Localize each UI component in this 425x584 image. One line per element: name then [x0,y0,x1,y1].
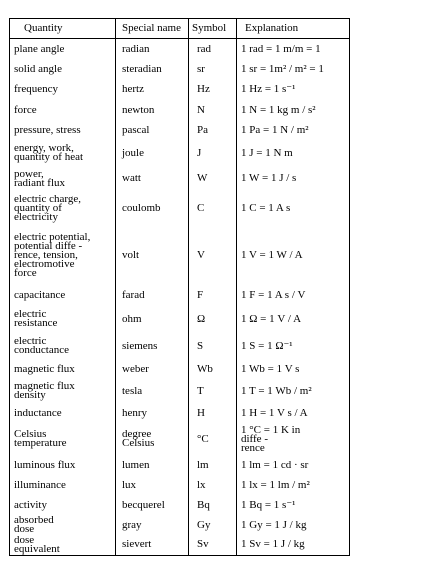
special-name-cell [116,306,189,333]
special-name-cell [116,100,189,121]
quantity-cell [10,516,116,535]
explanation-cell-text: 1 lm = 1 cd · sr [241,458,309,471]
explanation-cell [237,121,350,140]
explanation-cell [237,306,350,333]
quantity-cell-text: magnetic flux density [14,380,75,401]
symbol-cell [189,286,237,306]
quantity-cell [10,167,116,191]
special-name-cell [116,476,189,496]
symbol-cell-text: W [197,172,208,184]
explanation-cell-text: 1 W = 1 J / s [241,172,297,184]
symbol-cell-text: Wb [197,363,213,375]
table-row [10,333,350,360]
quantity-cell [10,121,116,140]
symbol-cell-text: Sv [197,538,209,551]
explanation-cell [237,380,350,403]
symbol-cell [189,60,237,80]
special-name-cell-text: becquerel [122,499,165,511]
special-name-cell [116,516,189,535]
symbol-cell-text: T [197,384,204,397]
table-row [10,476,350,496]
quantity-cell [10,360,116,380]
symbol-cell [189,424,237,455]
special-name-cell-text: hertz [122,83,144,95]
header-special-name: Special name [116,19,189,39]
special-name-cell-text: siemens [122,339,158,352]
explanation-cell [237,100,350,121]
quantity-cell [10,403,116,424]
special-name-cell-text: steradian [122,63,162,75]
quantity-cell [10,380,116,403]
explanation-cell-text: 1 Gy = 1 J / kg [241,518,307,531]
special-name-cell-text: radian [122,42,150,55]
quantity-cell [10,39,116,60]
quantity-cell-text: electric charge, quantity of electricity [14,192,81,223]
explanation-cell-text: 1 Sv = 1 J / kg [241,538,305,551]
symbol-cell [189,535,237,556]
explanation-cell-text: 1 Wb = 1 V s [241,363,300,375]
quantity-cell-text: electric conductance [14,335,69,356]
si-derived-units-table [9,18,350,556]
quantity-cell-text: solid angle [14,63,62,75]
special-name-cell [116,286,189,306]
symbol-cell [189,455,237,476]
explanation-cell [237,80,350,100]
quantity-cell [10,476,116,496]
special-name-cell-text: ohm [122,312,142,325]
explanation-cell [237,535,350,556]
quantity-cell [10,286,116,306]
explanation-cell-text: 1 °C = 1 K in diffe - rence [241,423,301,454]
explanation-cell [237,167,350,191]
quantity-cell-text: energy, work, quantity of heat [14,142,84,163]
quantity-cell-text: pressure, stress [14,123,81,136]
quantity-cell [10,496,116,516]
symbol-cell-text: lx [197,479,206,491]
special-name-cell-text: lumen [122,458,150,471]
table-row [10,39,350,60]
explanation-cell-text: 1 C = 1 A s [241,201,291,214]
quantity-cell-text: inductance [14,406,62,419]
special-name-cell-text: pascal [122,123,150,136]
table-row [10,286,350,306]
table-row [10,191,350,226]
quantity-cell-text: capacitance [14,289,66,301]
special-name-cell [116,121,189,140]
symbol-cell-text: Ω [197,312,206,325]
explanation-cell [237,424,350,455]
explanation-cell-text: 1 Ω = 1 V / A [241,312,302,325]
symbol-cell [189,333,237,360]
table-row [10,516,350,535]
quantity-cell-text: luminous flux [14,458,76,471]
symbol-cell-text: Pa [197,123,208,136]
quantity-cell [10,306,116,333]
symbol-cell [189,360,237,380]
explanation-cell [237,455,350,476]
special-name-cell [116,39,189,60]
special-name-cell [116,424,189,455]
quantity-cell [10,535,116,556]
quantity-cell [10,100,116,121]
explanation-cell-text: 1 J = 1 N m [241,146,293,159]
explanation-cell-text: 1 lx = 1 lm / m² [241,479,310,491]
symbol-cell [189,100,237,121]
quantity-cell-text: electric potential, potential diffe - rence, tension, electromotive force [14,231,91,279]
quantity-cell-text: absorbed dose [14,514,54,535]
special-name-cell-text: tesla [122,384,143,397]
special-name-cell-text: lux [122,479,137,491]
explanation-cell-text: 1 H = 1 V s / A [241,406,308,419]
symbol-cell-text: J [197,146,202,159]
special-name-cell [116,60,189,80]
table-body [10,39,350,556]
special-name-cell [116,535,189,556]
explanation-cell-text: 1 S = 1 Ω⁻¹ [241,339,293,352]
explanation-cell [237,60,350,80]
special-name-cell [116,455,189,476]
explanation-cell [237,403,350,424]
explanation-cell-text: 1 sr = 1m² / m² = 1 [241,63,324,75]
explanation-cell [237,476,350,496]
header-symbol: Symbol [189,19,237,39]
quantity-cell-text: illuminance [14,479,66,491]
special-name-cell-text: weber [122,363,149,375]
special-name-cell-text: gray [122,518,142,531]
explanation-cell [237,191,350,226]
quantity-cell [10,191,116,226]
explanation-cell-text: 1 rad = 1 m/m = 1 [241,42,321,55]
header-explanation: Explanation [237,19,350,39]
explanation-cell [237,39,350,60]
explanation-cell-text: 1 T = 1 Wb / m² [241,384,312,397]
explanation-cell [237,286,350,306]
symbol-cell-text: H [197,406,205,419]
special-name-cell [116,226,189,286]
special-name-cell-text: coulomb [122,201,161,214]
symbol-cell [189,191,237,226]
special-name-cell-text: joule [122,146,144,159]
special-name-cell-text: sievert [122,538,152,551]
table-row [10,226,350,286]
special-name-cell [116,140,189,167]
symbol-cell-text: Bq [197,499,210,511]
quantity-cell [10,424,116,455]
explanation-cell [237,333,350,360]
symbol-cell [189,306,237,333]
symbol-cell [189,516,237,535]
explanation-cell-text: 1 N = 1 kg m / s² [241,103,316,116]
explanation-cell [237,360,350,380]
quantity-cell-text: power, radiant flux [14,167,66,189]
table-row [10,306,350,333]
symbol-cell-text: N [197,103,205,116]
quantity-cell [10,226,116,286]
quantity-cell-text: frequency [14,83,58,95]
table-row [10,380,350,403]
special-name-cell-text: farad [122,289,145,301]
symbol-cell-text: lm [197,458,209,471]
symbol-cell [189,496,237,516]
symbol-cell [189,121,237,140]
table-header [10,19,350,39]
symbol-cell [189,167,237,191]
quantity-cell [10,455,116,476]
symbol-cell [189,140,237,167]
table-row [10,424,350,455]
table-row [10,167,350,191]
symbol-cell-text: Gy [197,518,211,531]
symbol-cell-text: V [197,249,205,261]
quantity-cell-text: dose equivalent [14,533,60,555]
quantity-cell-text: Celsius temperature [14,428,67,449]
quantity-cell-text: activity [14,499,47,511]
table-row [10,535,350,556]
table-row [10,455,350,476]
quantity-cell [10,333,116,360]
symbol-cell-text: sr [197,63,205,75]
special-name-cell [116,496,189,516]
explanation-cell [237,496,350,516]
special-name-cell [116,333,189,360]
header-quantity: Quantity [10,19,116,39]
table-row [10,121,350,140]
symbol-cell-text: rad [197,42,212,55]
special-name-cell-text: volt [122,249,140,261]
table-row [10,496,350,516]
table-row [10,80,350,100]
special-name-cell-text: newton [122,103,155,116]
special-name-cell [116,403,189,424]
explanation-cell-text: 1 V = 1 W / A [241,249,303,261]
table-row [10,140,350,167]
table-row [10,100,350,121]
explanation-cell-text: 1 Hz = 1 s⁻¹ [241,83,296,95]
quantity-cell [10,140,116,167]
special-name-cell [116,191,189,226]
symbol-cell-text: S [197,339,204,352]
symbol-cell [189,39,237,60]
quantity-cell-text: magnetic flux [14,363,75,375]
explanation-cell-text: 1 F = 1 A s / V [241,289,306,301]
quantity-cell [10,80,116,100]
table-row [10,360,350,380]
explanation-cell-text: 1 Pa = 1 N / m² [241,123,309,136]
quantity-cell [10,60,116,80]
quantity-cell-text: plane angle [14,42,65,55]
special-name-cell [116,167,189,191]
explanation-cell [237,140,350,167]
special-name-cell-text: henry [122,406,148,419]
special-name-cell-text: degree Celsius [122,428,155,449]
special-name-cell-text: watt [122,172,141,184]
symbol-cell-text: F [197,289,204,301]
table-row [10,60,350,80]
explanation-cell [237,226,350,286]
symbol-cell [189,476,237,496]
special-name-cell [116,80,189,100]
explanation-cell [237,516,350,535]
symbol-cell [189,403,237,424]
symbol-cell [189,380,237,403]
explanation-cell-text: 1 Bq = 1 s⁻¹ [241,499,296,511]
special-name-cell [116,360,189,380]
quantity-cell-text: electric resistance [14,308,58,329]
symbol-cell-text: C [197,201,205,214]
symbol-cell-text: Hz [197,83,210,95]
symbol-cell-text: °C [197,432,209,445]
quantity-cell-text: force [14,103,37,116]
special-name-cell [116,380,189,403]
table-row [10,403,350,424]
symbol-cell [189,80,237,100]
symbol-cell [189,226,237,286]
header-row [10,19,350,39]
